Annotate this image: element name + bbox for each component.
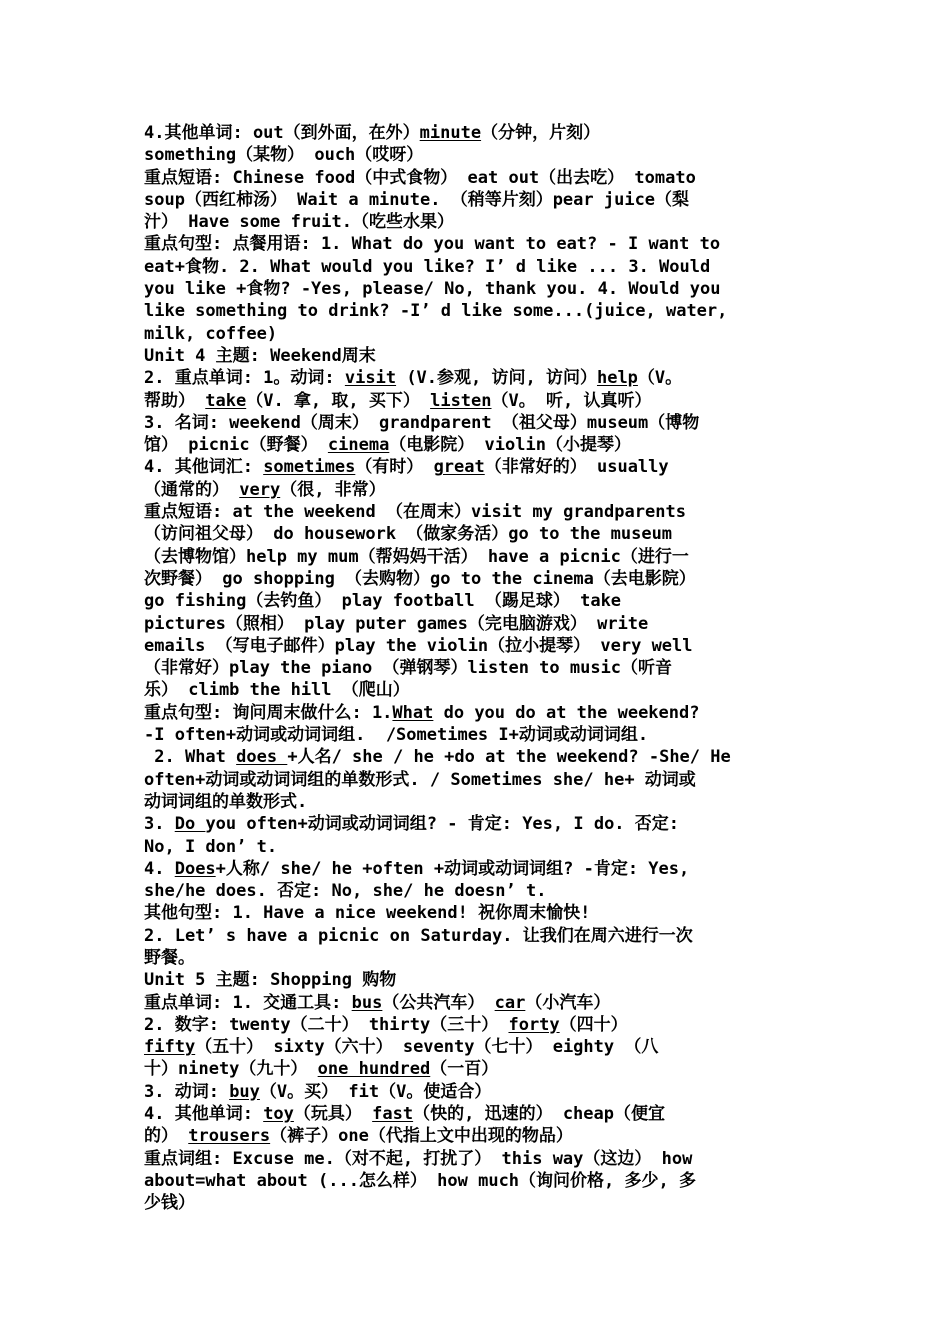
text-line <box>144 1036 809 1058</box>
text-segment: 的） <box>144 1126 189 1147</box>
text-line <box>144 189 809 211</box>
text-line <box>144 657 809 679</box>
text-segment: 动词词组的单数形式. <box>144 791 308 812</box>
underlined-term: minute <box>419 123 482 143</box>
text-line <box>144 746 809 768</box>
text-segment: 重点句型: 询问周末做什么: 1. <box>144 702 393 723</box>
text-segment: 3. <box>144 814 175 835</box>
text-line <box>144 323 809 345</box>
text-segment: 4. 其他单词: <box>144 1104 264 1125</box>
underlined-term: listen <box>430 390 492 411</box>
text-line <box>144 858 809 880</box>
text-segment: +人名/ she / he +do at the weekend? -She/ He <box>287 747 731 768</box>
text-segment: （公共汽车） <box>382 992 495 1013</box>
text-segment: 2. What <box>144 747 237 768</box>
text-segment: eat+食物. 2. What would you like? I’ d like ... 3. Would <box>144 256 711 277</box>
text-line <box>144 278 809 300</box>
text-line <box>144 122 809 144</box>
text-segment: 重点词组: Excuse me.（对不起, 打扰了） this way（这边） how <box>144 1148 693 1169</box>
text-line <box>144 992 809 1014</box>
text-segment: emails （写电子邮件）play the violin（拉小提琴） very well <box>144 635 693 656</box>
underlined-term: trousers <box>188 1126 271 1147</box>
text-line <box>144 813 809 835</box>
text-segment: go fishing（去钓鱼） play football （踢足球） take <box>144 591 622 612</box>
text-line <box>144 702 809 724</box>
text-segment: 重点单词: 1. 交通工具: <box>144 992 352 1013</box>
text-line <box>144 1125 809 1147</box>
underlined-term: forty <box>508 1014 560 1035</box>
text-line <box>144 167 809 189</box>
text-segment: （V。 听, 认真听） <box>491 390 652 411</box>
text-segment: 4.其他单词: out（到外面，在外） <box>144 123 420 143</box>
text-segment: 十）ninety（九十） <box>144 1059 318 1080</box>
text-segment: （四十） <box>559 1014 628 1035</box>
text-line <box>144 1103 809 1125</box>
underlined-term: cinema <box>327 435 390 456</box>
text-segment: 馆） picnic（野餐） <box>144 435 328 456</box>
text-line <box>144 791 809 813</box>
text-segment: 3. 动词: <box>144 1081 230 1102</box>
text-line <box>144 1170 809 1192</box>
text-segment: she/he does. 否定: No, she/ he doesn’ t. <box>144 881 547 902</box>
underlined-term: Does <box>174 858 216 879</box>
text-line <box>144 836 809 858</box>
underlined-term: toy <box>263 1104 294 1125</box>
text-line <box>144 947 809 969</box>
text-segment: （五十） sixty（六十） seventy（七十） eighty （八 <box>195 1037 659 1058</box>
text-segment: 2. 重点单词: 1。动词: <box>144 368 345 389</box>
text-segment: 重点短语: Chinese food（中式食物） eat out（出去吃） tomato <box>144 167 696 188</box>
text-line <box>144 233 809 255</box>
text-segment: （玩具） <box>293 1104 373 1125</box>
text-line <box>144 345 809 367</box>
text-line <box>144 546 809 568</box>
text-line <box>144 590 809 612</box>
text-segment: often+动词或动词词组的单数形式. / Sometimes she/ he+ 动词或 <box>144 769 696 790</box>
underlined-term: What <box>392 702 434 723</box>
text-segment: +人称/ she/ he +often +动词或动词词组? -肯定: Yes, <box>215 858 690 879</box>
underlined-term: fifty <box>144 1037 196 1058</box>
text-line <box>144 925 809 947</box>
underlined-term: fast <box>372 1104 414 1125</box>
text-line <box>144 880 809 902</box>
text-segment: （V. 拿, 取, 买下） <box>246 390 431 411</box>
underlined-term: visit <box>344 368 397 389</box>
text-segment: （非常好）play the piano （弹钢琴）listen to music（听音 <box>144 658 673 679</box>
text-segment: 乐） climb the hill （爬山） <box>144 680 410 701</box>
text-line <box>144 902 809 924</box>
text-segment: 次野餐） go shopping （去购物）go to the cinema（去电影院） <box>144 568 696 589</box>
text-line <box>144 568 809 590</box>
text-segment: 4. <box>144 858 175 879</box>
text-line <box>144 613 809 635</box>
text-segment: soup（西红柿汤） Wait a minute. （稍等片刻）pear juice（梨 <box>144 189 690 210</box>
text-segment: （去博物馆）help my mum（帮妈妈干活） have a picnic（进行一 <box>144 546 689 567</box>
text-segment: 重点句型: 点餐用语: 1. What do you want to eat? - I want to <box>144 234 721 255</box>
text-segment: pictures（照相） play puter games（完电脑游戏） write <box>144 613 649 634</box>
text-line <box>144 1148 809 1170</box>
text-segment: 野餐。 <box>144 947 195 968</box>
text-segment: something（某物） ouch（哎呀） <box>144 145 424 166</box>
underlined-term: Do <box>174 814 206 835</box>
underlined-term: sometimes <box>263 457 356 478</box>
text-line <box>144 144 809 166</box>
text-segment: （V。买） fit（V。使适合） <box>259 1081 492 1102</box>
text-segment: （小汽车） <box>525 992 611 1013</box>
text-line <box>144 390 809 412</box>
text-line <box>144 1081 809 1103</box>
underlined-term: bus <box>351 992 383 1013</box>
text-line <box>144 300 809 322</box>
text-segment: 重点短语: at the weekend （在周末）visit my grandparents <box>144 502 686 523</box>
text-segment: milk, coffee) <box>144 323 278 344</box>
underlined-term: car <box>494 992 526 1013</box>
text-line <box>144 969 809 991</box>
text-segment: 3. 名词: weekend（周末） grandparent （祖父母）museum（博物 <box>144 412 700 433</box>
text-segment: Unit 5 主题: Shopping 购物 <box>144 970 397 991</box>
text-segment: （访问祖父母） do housework （做家务活）go to the museum <box>144 524 673 545</box>
text-segment: （有时） <box>355 457 434 478</box>
text-segment: do you do at the weekend? <box>433 702 700 723</box>
underlined-term: great <box>433 457 485 478</box>
text-segment: （快的, 迅速的） cheap（便宜 <box>413 1104 665 1125</box>
text-segment: 帮助） <box>144 390 206 411</box>
text-line <box>144 211 809 233</box>
text-line <box>144 769 809 791</box>
text-segment: 2. 数字: twenty（二十） thirty（三十） <box>144 1014 509 1035</box>
text-line <box>144 1192 809 1214</box>
text-line <box>144 724 809 746</box>
underlined-term: one hundred <box>317 1059 431 1080</box>
text-segment: 汁） Have some fruit.（吃些水果） <box>144 212 454 233</box>
text-segment: 2. Let’ s have a picnic on Saturday. 让我们在周六进行一次 <box>144 925 693 946</box>
underlined-term: help <box>596 368 638 389</box>
text-segment: 4. 其他词汇: <box>144 457 264 478</box>
text-line <box>144 1058 809 1080</box>
text-line <box>144 679 809 701</box>
text-segment: 少钱） <box>144 1193 195 1214</box>
text-segment: （V。 <box>637 368 683 389</box>
text-line <box>144 256 809 278</box>
text-line <box>144 479 809 501</box>
text-segment: about=what about (...怎么样） how much（询问价格, 多少, 多 <box>144 1170 696 1191</box>
text-segment: （非常好的） usually <box>484 457 669 478</box>
text-segment: （通常的） <box>144 479 240 500</box>
text-segment: Unit 4 主题: Weekend周末 <box>144 345 376 366</box>
underlined-term: take <box>205 390 247 411</box>
text-line <box>144 434 809 456</box>
underlined-term: does <box>236 747 288 768</box>
document-body <box>144 122 809 1215</box>
text-line <box>144 1014 809 1036</box>
text-line <box>144 523 809 545</box>
underlined-term: very <box>239 479 281 500</box>
text-segment: （一百） <box>430 1059 499 1080</box>
text-line <box>144 412 809 434</box>
text-line <box>144 635 809 657</box>
text-segment: （很, 非常） <box>280 479 386 500</box>
text-line <box>144 456 809 478</box>
text-segment: （电影院） violin（小提琴） <box>389 435 631 456</box>
underlined-term: buy <box>229 1081 260 1102</box>
text-segment: you often+动词或动词词组? - 肯定: Yes, I do. 否定: <box>205 814 680 835</box>
text-line <box>144 501 809 523</box>
text-segment: （分钟，片刻） <box>481 123 601 143</box>
text-segment: you like +食物? -Yes, please/ No, thank you. 4. Would you <box>144 279 721 300</box>
text-line <box>144 367 809 389</box>
text-segment: (V.参观, 访问, 访问） <box>396 368 597 389</box>
text-segment: No, I don’ t. <box>144 836 278 857</box>
text-segment: 其他句型: 1. Have a nice weekend! 祝你周末愉快! <box>144 903 591 924</box>
text-segment: -I often+动词或动词词组. /Sometimes I+动词或动词词组. <box>144 725 649 746</box>
text-segment: like something to drink? -I’ d like some...(juice, water, <box>144 301 728 322</box>
text-segment: （裤子）one（代指上文中出现的物品） <box>270 1126 573 1147</box>
